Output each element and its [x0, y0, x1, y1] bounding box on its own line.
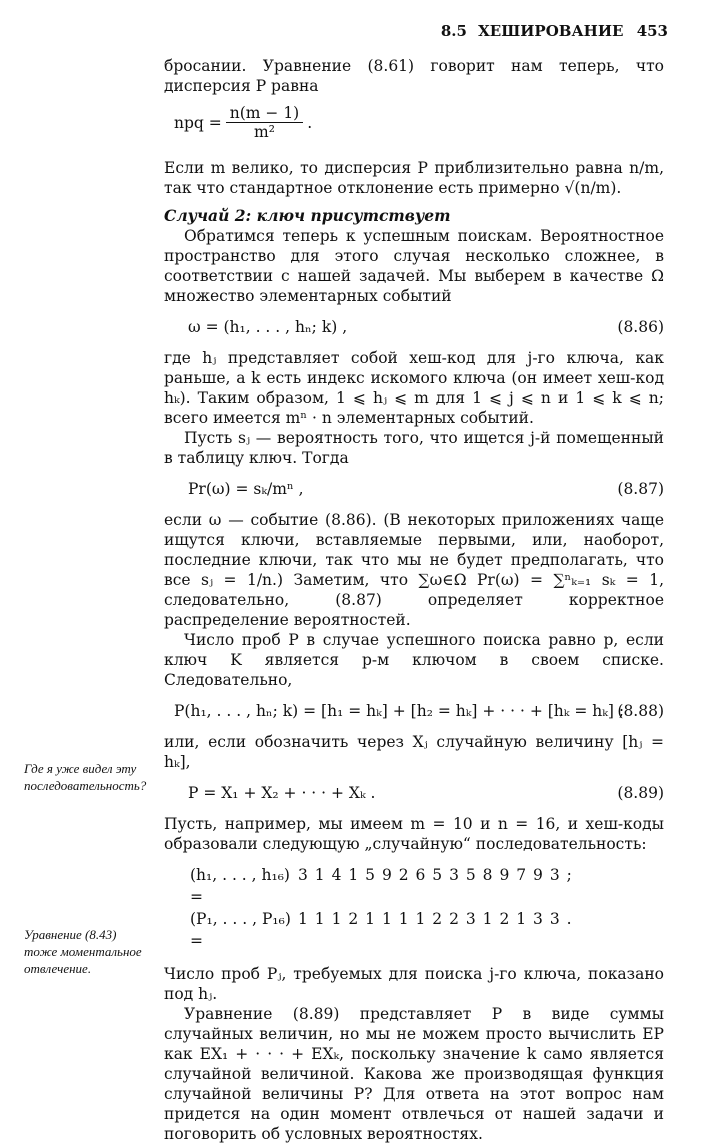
- equation-8-86: [164, 314, 664, 340]
- paragraph-3: Обратимся теперь к успешным поискам. Вероятностное пространство для этого случая несколько сложнее, в соответствии с нашей задачей. Мы выберем в качестве Ω множество элементарных событий: [164, 227, 664, 305]
- equation-8-87: [164, 476, 664, 502]
- sequence-values: 3 1 4 1 5 9 2 6 5 3 5 8 9 7 9 3 ;: [298, 866, 573, 884]
- equation-number: (8.86): [617, 318, 664, 336]
- equation-number: (8.88): [617, 702, 664, 720]
- paragraph-4: где hⱼ представляет собой хеш-код для j-го ключа, как раньше, а k есть индекс искомого ключа (он имеет хеш-код hₖ). Таким образом, 1 ⩽ hⱼ ⩽ m для 1 ⩽ j ⩽ n и 1 ⩽ k ⩽ n; всего имеется mⁿ · n элементарных событий.: [164, 349, 664, 427]
- fraction-numerator: n(m − 1): [226, 104, 303, 123]
- margin-note-1: Где я уже видел эту последовательность?: [24, 761, 147, 793]
- equation-expression: ω = (h₁, . . . , hₙ; k) ,: [188, 318, 348, 336]
- sequence-row: [190, 864, 664, 908]
- sequence-label: (P₁, . . . , P₁₆) =: [190, 910, 291, 950]
- fraction-denominator: m²: [254, 123, 275, 141]
- equation-expression: P(h₁, . . . , hₙ; k) = [h₁ = hₖ] + [h₂ = hₖ] + · · · + [hₖ = hₖ] ;: [174, 702, 625, 720]
- margin-note-2: Уравнение (8.43) тоже моментальное отвлечение.: [24, 927, 142, 976]
- paragraph-9: Пусть, например, мы имеем m = 10 и n = 16, и хеш-коды образовали следующую „случайную“ последовательность:: [164, 815, 664, 853]
- paragraph-10: Число проб Pⱼ, требуемых для поиска j-го ключа, показано под hⱼ.: [164, 965, 664, 1003]
- equation-variance: [164, 104, 664, 150]
- equation-number: (8.89): [617, 784, 664, 802]
- section-title: ХЕШИРОВАНИЕ: [478, 22, 624, 40]
- variance-tail: .: [307, 113, 313, 132]
- sequence-row: [190, 908, 664, 952]
- paragraph-7: Число проб P в случае успешного поиска равно p, если ключ K является p-м ключом в своем списке. Следовательно,: [164, 631, 664, 689]
- equation-8-88: [164, 698, 664, 724]
- running-header: [441, 22, 668, 40]
- sequence-label: (h₁, . . . , h₁₆) =: [190, 866, 290, 906]
- variance-formula: [164, 104, 664, 141]
- paragraph-2: Если m велико, то дисперсия P приблизительно равна n/m, так что стандартное отклонение есть примерно √(n/m).: [164, 159, 664, 197]
- hash-sequence: [190, 864, 664, 952]
- sequence-values: 1 1 1 2 1 1 1 1 2 2 3 1 2 1 3 3 .: [298, 910, 573, 928]
- paragraph-5: Пусть sⱼ — вероятность того, что ищется j-й помещенный в таблицу ключ. Тогда: [164, 429, 664, 467]
- page-number: 453: [636, 22, 668, 40]
- fraction: [226, 104, 303, 141]
- paragraph-6: если ω — событие (8.86). (В некоторых приложениях чаще ищутся ключи, вставляемые первыми, или, наоборот, последние ключи, так что мы не будет предполагать, что все sⱼ = 1/n.) Заметим, что ∑ω∈Ω Pr(ω) = ∑ⁿₖ₌₁ sₖ = 1, следовательно, (8.87) определяет корректное распределение вероятностей.: [164, 511, 664, 629]
- main-text: [164, 56, 664, 1144]
- case-heading: Случай 2: ключ присутствует: [164, 206, 451, 225]
- equation-expression: P = X₁ + X₂ + · · · + Xₖ .: [188, 784, 376, 802]
- equation-8-89: [164, 780, 664, 806]
- paragraph-11: Уравнение (8.89) представляет P в виде суммы случайных величин, но мы не можем просто вычислить EP как EX₁ + · · · + EXₖ, поскольку значение k само является случайной величиной. Какова же производящая функция случайной величины P? Для ответа на этот вопрос нам придется на один момент отвлечься от нашей задачи и поговорить об условных вероятностях.: [164, 1005, 664, 1143]
- equation-number: (8.87): [617, 480, 664, 498]
- equation-expression: Pr(ω) = sₖ/mⁿ ,: [188, 480, 304, 498]
- paragraph-8: или, если обозначить через Xⱼ случайную величину [hⱼ = hₖ],: [164, 733, 664, 771]
- variance-lhs: npq =: [174, 113, 222, 132]
- paragraph-1: бросании. Уравнение (8.61) говорит нам теперь, что дисперсия P равна: [164, 57, 664, 95]
- section-number: 8.5: [440, 22, 467, 40]
